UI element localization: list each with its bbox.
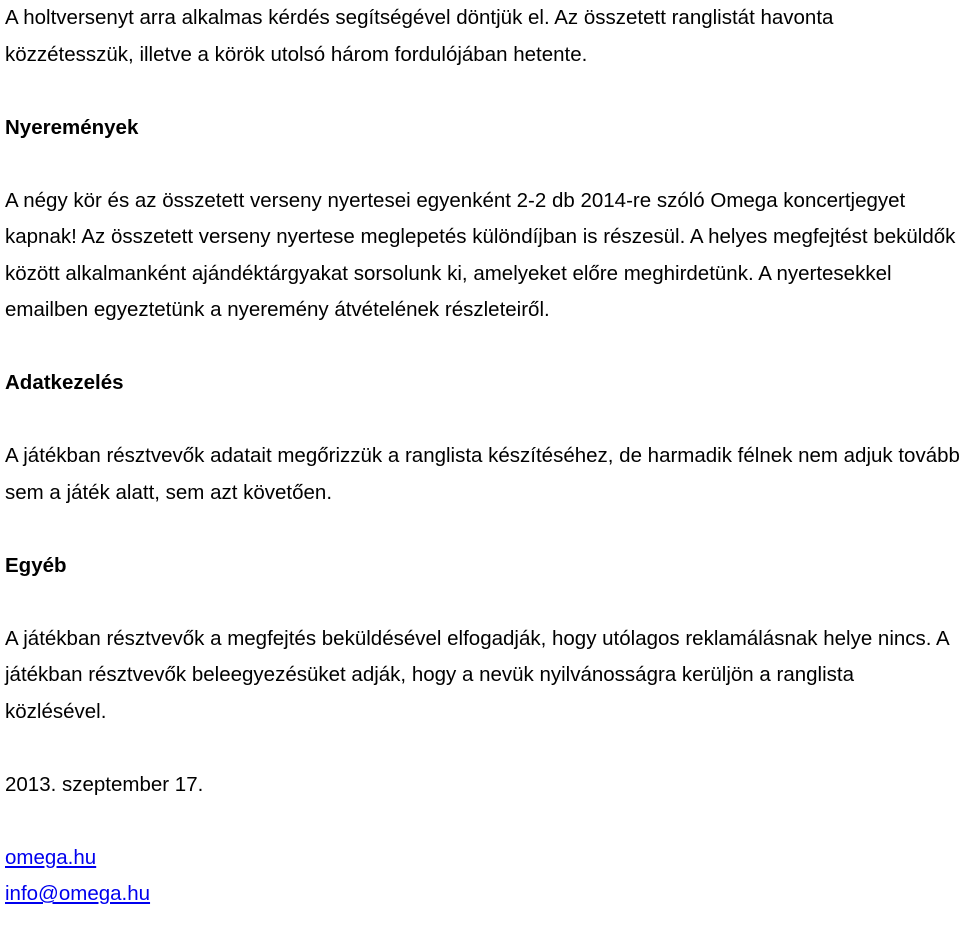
section-heading-other: Egyéb: [5, 553, 67, 577]
website-link-line: [5, 840, 960, 877]
section-body-data-handling: A játékban résztvevők adatait megőrizzük a ranglista készítéséhez, de harmadik félnek nem adjuk tovább sem a játék alatt, sem azt követően.: [5, 444, 960, 504]
spacer: [5, 511, 960, 548]
section-heading-prizes: Nyeremények: [5, 115, 139, 139]
spacer: [5, 402, 960, 439]
email-link-line: [5, 876, 960, 913]
website-link[interactable]: omega.hu: [5, 845, 97, 869]
spacer: [5, 803, 960, 840]
spacer: [5, 730, 960, 767]
section-body-prizes: A négy kör és az összetett verseny nyertesei egyenként 2-2 db 2014-re szóló Omega koncertjegyet kapnak! Az összetett verseny nyertese meglepetés különdíjban is részesül. A helyes megfejtést beküldők között alkalmanként ajándéktárgyakat sorsolunk ki, amelyeket előre meghirdetünk. A nyertesekkel emailben egyeztetünk a nyeremény átvételének részleteiről.: [5, 188, 956, 321]
spacer: [5, 146, 960, 183]
document-date: 2013. szeptember 17.: [5, 772, 204, 796]
document-page: [5, 0, 960, 913]
section-body-other: A játékban résztvevők a megfejtés beküldésével elfogadják, hogy utólagos reklamálásnak helye nincs. A játékban résztvevők beleegyezésüket adják, hogy a nevük nyilvánosságra kerüljön a ranglista közlésével.: [5, 626, 949, 723]
spacer: [5, 329, 960, 366]
spacer: [5, 584, 960, 621]
section-heading-data-handling: Adatkezelés: [5, 371, 124, 394]
email-link[interactable]: info@omega.hu: [5, 882, 151, 905]
intro-paragraph: A holtversenyt arra alkalmas kérdés segítségével döntjük el. Az összetett ranglistát havonta közzétesszük, illetve a körök utolsó három fordulójában hetente.: [5, 6, 834, 66]
spacer: [5, 73, 960, 110]
